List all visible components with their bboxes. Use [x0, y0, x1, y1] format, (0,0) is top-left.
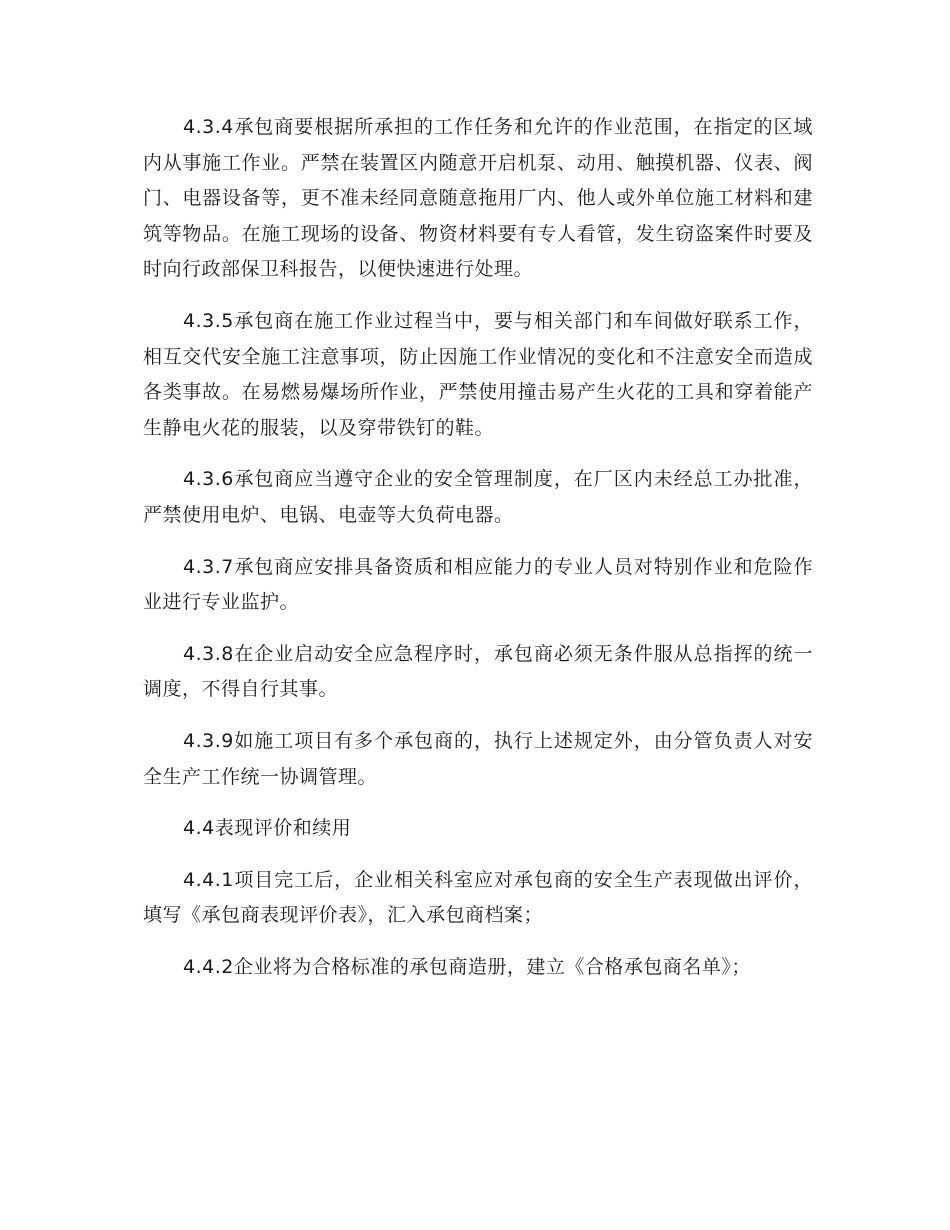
paragraph-4-3-7: 4.3.7承包商应安排具备资质和相应能力的专业人员对特别作业和危险作业进行专业监护。 — [143, 555, 813, 614]
paragraph-4-3-4: 4.3.4承包商要根据所承担的工作任务和允许的作业范围，在指定的区域内从事施工作业。严禁在装置区内随意开启机泵、动用、触摸机器、仪表、阀门、电器设备等，更不准未经同意随意拖用厂内、他人或外单位施工材料和建筑等物品。在施工现场的设备、物资材料要有专人看管，发生窃盗案件时要及时向行政部保卫科报告，以便快速进行处理。 — [143, 116, 813, 281]
section-heading-4-4: 4.4表现评价和续用 — [183, 817, 352, 840]
paragraph-4-3-6: 4.3.6承包商应当遵守企业的安全管理制度，在厂区内未经总工办批准，严禁使用电炉、电锅、电壶等大负荷电器。 — [143, 468, 813, 526]
paragraph-4-4-2: 4.4.2企业将为合格标准的承包商造册，建立《合格承包商名单》； — [183, 955, 751, 978]
paragraph-4-3-9: 4.3.9如施工项目有多个承包商的，执行上述规定外，由分管负责人对安全生产工作统一协调管理。 — [143, 729, 813, 788]
paragraph-4-3-5: 4.3.5承包商在施工作业过程当中，要与相关部门和车间做好联系工作，相互交代安全施工注意事项，防止因施工作业情况的变化和不注意安全而造成各类事故。在易燃易爆场所作业，严禁使用撞击易产生火花的工具和穿着能产生静电火花的服装，以及穿带铁钉的鞋。 — [143, 309, 813, 439]
document-body — [143, 110, 813, 1001]
paragraph-4-4-1: 4.4.1项目完工后，企业相关科室应对承包商的安全生产表现做出评价，填写《承包商表现评价表》，汇入承包商档案； — [143, 868, 813, 927]
paragraph-4-3-8: 4.3.8在企业启动安全应急程序时，承包商必须无条件服从总指挥的统一调度，不得自行其事。 — [143, 642, 813, 701]
